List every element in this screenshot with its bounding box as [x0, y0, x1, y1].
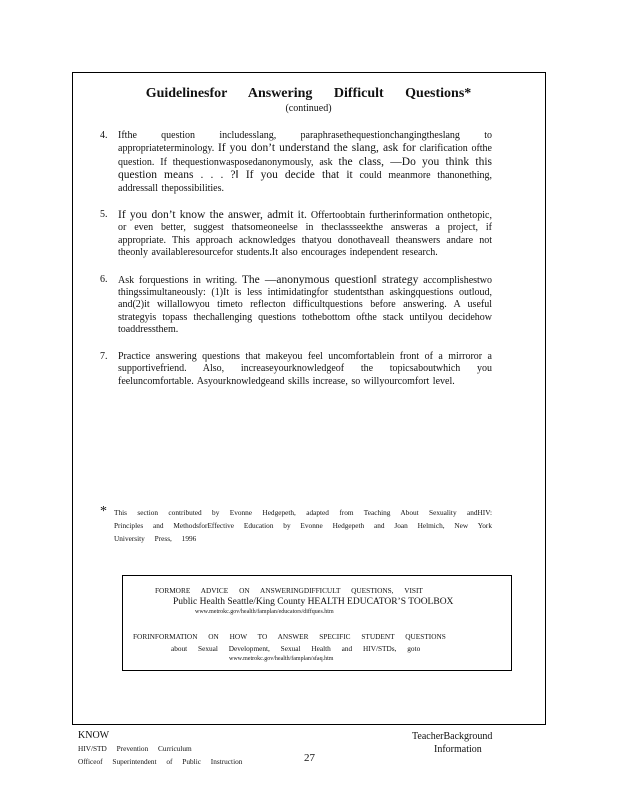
page-number: 27 — [304, 752, 315, 764]
item-text-part: accomplishestwo thingssimultaneously: (1)It is less intimidatingfor studentsthan askingquestions outloud, and(2)it willallowyou timeto reflecton difficultquestions before answering. A useful strategyis topass thechallenging questions tothebottom ofthe stack untilyou decidehow toaddressthem. — [118, 274, 493, 336]
item-text-part: If you don’t understand the slang, ask for — [217, 142, 416, 155]
footer-section-sub: Information — [434, 744, 482, 755]
item-text-part: the class, —Do you think this question means . . . ?‖ If you decide that it — [118, 155, 493, 182]
item-number: 7. — [100, 350, 108, 362]
resource-box — [122, 575, 512, 671]
item-number: 5. — [100, 209, 108, 221]
item-number: 6. — [100, 273, 108, 285]
item-text-part: Ifthe question includesslang, paraphrasethequestionchangingtheslang to appropriateterminology. — [118, 130, 492, 155]
list-item — [100, 351, 492, 388]
guideline-list — [100, 130, 492, 402]
resource-title: Public Health Seattle/King County HEALTH EDUCATOR’S TOOLBOX — [173, 597, 454, 607]
resource-heading: FORINFORMATION ON HOW TO ANSWER SPECIFIC STUDENT QUESTIONS — [133, 632, 446, 641]
list-item — [100, 130, 492, 195]
resource-heading: FORMORE ADVICE ON ANSWERINGDIFFICULT QUESTIONS, VISIT — [155, 586, 423, 595]
item-text-part: could meanmore thanonething, addressall thepossibilities. — [118, 170, 493, 194]
footer-office: Officeof Superintendent of Public Instruction — [78, 757, 243, 766]
list-item — [100, 274, 492, 337]
item-text — [118, 209, 492, 260]
footer-right — [412, 730, 492, 756]
footnote-text: This section contributed by Evonne Hedgepeth, adapted from Teaching About Sexuality andHIV: Principles and MethodsforEffective Education by Evonne Hedgepeth and Joan Helmich, New York University Press, 1996 — [114, 508, 492, 543]
footer-know: KNOW — [78, 730, 110, 741]
footnote-marker: * — [100, 504, 107, 519]
resource-link[interactable]: www.metrokc.gov/health/famplan/educators/diffques.htm — [195, 609, 334, 615]
item-text-part: Offertoobtain furtherinformation onthetopic, or even better, suggest thatsomeoneelse in theclassseekthe answeras a project, if appropriate. This approach acknowledges thatyou donothaveall theanswers andare not theonly availableresourcefor students.It also encourages independent research. — [118, 210, 492, 259]
page-title: Guidelinesfor Answering Difficult Questions* — [145, 86, 472, 101]
item-text — [118, 130, 492, 195]
item-text-part: Practice answering questions that makeyou feel uncomfortablein front of a mirroror a supportivefriend. Also, increaseyourknowledgeof the topicsaboutwhich you feeluncomfortable. Asyourknowledgeand skills increase, so willyourcomfort level. — [118, 350, 492, 387]
item-text-part: If you don’t know the answer, admit it. — [118, 209, 307, 222]
resource-description: about Sexual Development, Sexual Health and HIV/STDs, goto — [171, 644, 421, 653]
footer-rule — [72, 724, 545, 725]
footnote — [100, 506, 492, 545]
list-item — [100, 209, 492, 260]
page-subtitle: (continued) — [285, 103, 332, 114]
footer-curriculum: HIV/STD Prevention Curriculum — [78, 744, 192, 753]
resource-link[interactable]: www.metrokc.gov/health/famplan/sfaq.htm — [229, 656, 334, 662]
title-block — [72, 86, 545, 114]
item-text — [118, 274, 492, 337]
item-text-part: Ask forquestions in writing. — [118, 274, 238, 286]
item-text-part: clarification ofthe question. If thequestionwasposedanonymously, ask — [118, 143, 492, 168]
item-number: 4. — [100, 130, 108, 141]
item-text — [118, 351, 492, 388]
item-text-part: The —anonymous question‖ strategy — [241, 273, 419, 286]
footer-left — [78, 729, 242, 768]
footer-section: TeacherBackground — [412, 731, 493, 742]
